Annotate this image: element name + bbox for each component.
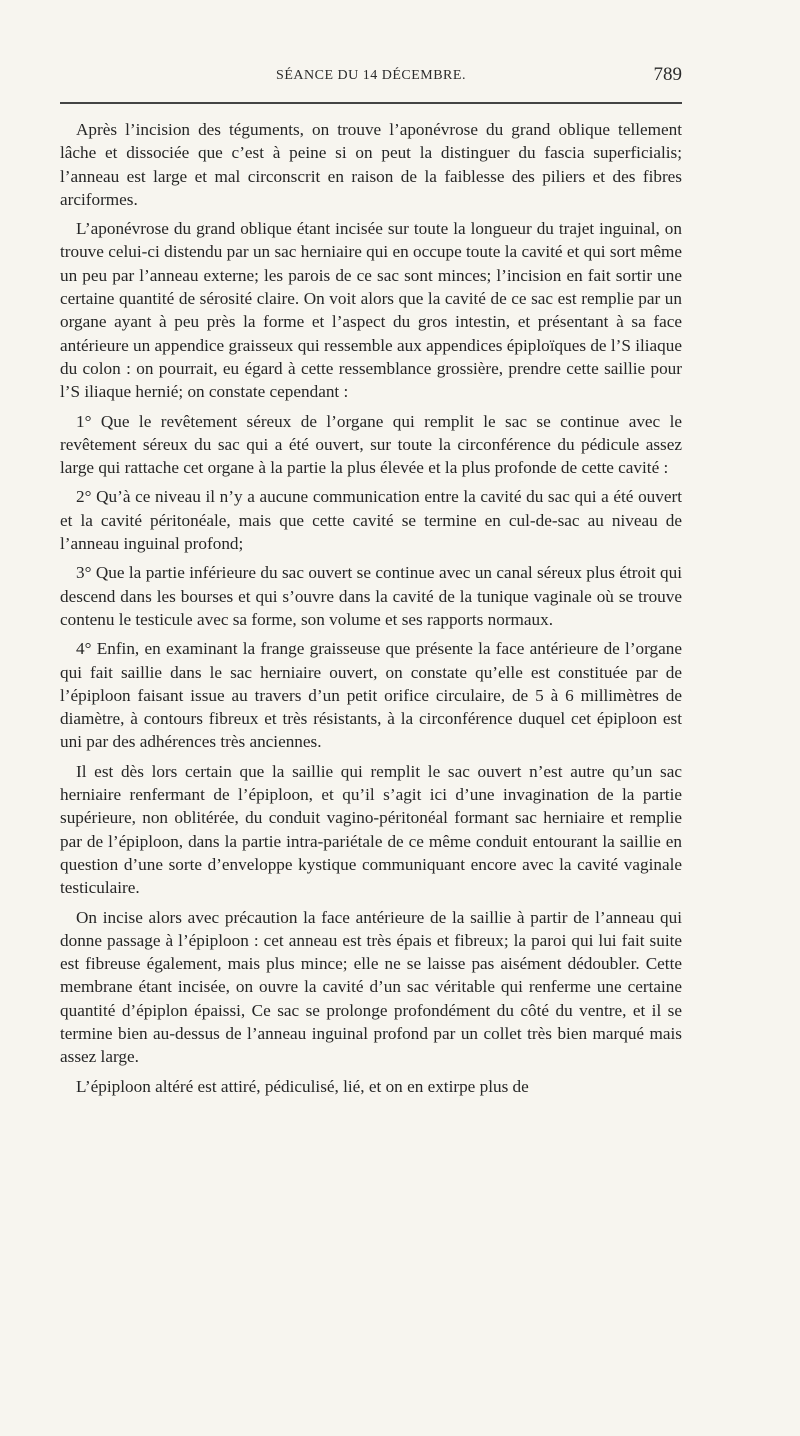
body-text — [60, 118, 682, 1098]
header-rule — [60, 102, 682, 104]
paragraph-item-1: 1° Que le revêtement séreux de l’organe qui remplit le sac se continue avec le revêtement séreux du sac qui a été ouvert, sur toute la circonférence du pédicule assez large qui rattache cet organe à la partie la plus élevée et la plus profonde de cette cavité : — [60, 411, 682, 478]
paragraph-item-3: 3° Que la partie inférieure du sac ouvert se continue avec un canal séreux plus étroit qui descend dans les bourses et qui s’ouvre dans la cavité de la tunique vaginale où se trouve contenu le testicule avec sa forme, son volume et ses rapports normaux. — [60, 563, 682, 629]
page-number: 789 — [653, 64, 682, 85]
paragraph: L’épiploon altéré est attiré, pédiculisé, lié, et on en extirpe plus de — [76, 1076, 529, 1096]
paragraph: Après l’incision des téguments, on trouve l’aponévrose du grand oblique tellement lâche et dissociée que c’est à peine si on peut la distinguer du fascia superficialis; l’anneau est large et mal circonscrit en raison de la faiblesse des piliers et des fibres arciformes. — [60, 120, 682, 209]
running-title: SÉANCE DU 14 DÉCEMBRE. — [276, 68, 466, 83]
running-header — [60, 64, 682, 88]
paragraph: Il est dès lors certain que la saillie qui remplit le sac ouvert n’est autre qu’un sac herniaire renfermant de l’épiploon, et qu’il s’agit ici d’une invagination de la partie supérieure, non oblitérée, du conduit vagino-péritonéal formant sac herniaire et remplie par de l’épiploon, dans la partie intra-pariétale de ce même conduit entourant la saillie en question d’une sorte d’enveloppe kystique communiquant encore avec la cavité vaginale testiculaire. — [60, 761, 682, 898]
paragraph: L’aponévrose du grand oblique étant incisée sur toute la longueur du trajet inguinal, on trouve celui-ci distendu par un sac herniaire qui en occupe toute la cavité et qui sort même un peu par l’anneau externe; les parois de ce sac sont minces; l’incision en fait sortir une certaine quantité de sérosité claire. On voit alors que la cavité de ce sac est remplie par un organe ayant à peu près la forme et l’aspect du gros intestin, et présentant à sa face antérieure un appendice graisseux qui ressemble aux appendices épiploïques de l’S iliaque du colon : on pourrait, eu égard à cette ressemblance grossière, prendre cette saillie pour l’S iliaque hernié; on constate cependant : — [60, 219, 682, 402]
paragraph-item-2: 2° Qu’à ce niveau il n’y a aucune communication entre la cavité du sac qui a été ouvert et la cavité péritonéale, mais que cette cavité se termine en cul-de-sac au niveau de l’anneau inguinal profond; — [60, 487, 682, 554]
paragraph-item-4: 4° Enfin, en examinant la frange graisseuse que présente la face antérieure de l’organe qui fait saillie dans le sac herniaire ouvert, on constate qu’elle est constituée par de l’épiploon faisant issue au travers d’un petit orifice circulaire, de 5 à 6 millimètres de diamètre, à contours fibreux et très résistants, à la circonférence duquel cet épiploon est uni par des adhérences très anciennes. — [60, 639, 682, 752]
paragraph: On incise alors avec précaution la face antérieure de la saillie à partir de l’anneau qui donne passage à l’épiploon : cet anneau est très épais et fibreux; la paroi qui lui fait suite est fibreuse également, mais plus mince; elle ne se laisse pas aisément dédoubler. Cette membrane étant incisée, on ouvre la cavité d’un sac véritable qui renferme une certaine quantité d’épiplon épaissi, Ce sac se prolonge profondément du côté du ventre, et il se termine bien au-dessus de l’anneau inguinal profond par un collet très bien marqué mais assez large. — [60, 907, 682, 1067]
